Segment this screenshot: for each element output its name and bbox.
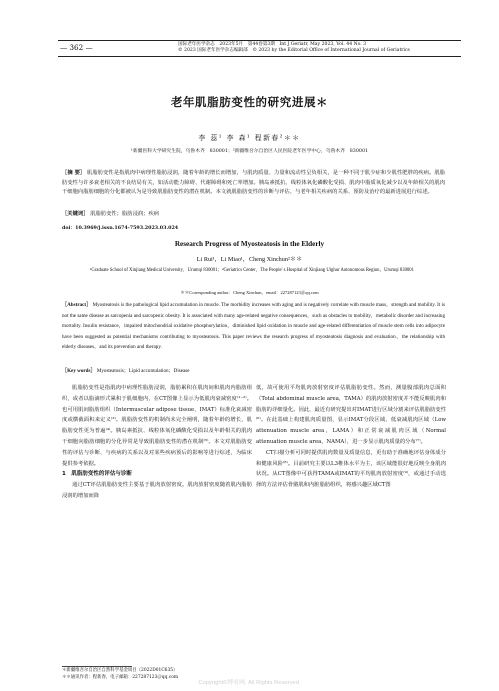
body-paragraph: 低，故可使用平均肌肉放射密度评估肌脂肪变性。然而，测量腹部肌肉总面积（Total abdominal muscle area，TAMA）的肌肉放射密度并不能反映肌肉和脂肪的详细量化。因此，最近有研究提出对IMAT进行区域分割来评估肌脂肪变性⁽⁶⁾。在此基础上构建肌肉质量图，显示IMAT分段区域、低衰减肌肉区域（Low attenuation muscle area，LAMA）和正常衰减肌肉区域（Normal attenuation muscle area，NAMA），进一步显示肌肉质量的分布⁽⁷⁾。 (256, 385, 446, 445)
abstract-cn-label: ［摘 要］ (62, 170, 86, 176)
authors-en: Li Rui¹，Li Miao¹，Cheng Xinchun²＊＊ (196, 256, 303, 263)
keywords-cn-text: 肌脂肪变性；脂肪浸润；疾病 (90, 211, 160, 217)
body-column-left (62, 383, 252, 502)
corresponding-author-en: ＊＊Corresponding author：Cheng Xinchun，email：227287123＠qq.com (180, 290, 319, 295)
keywords-en-label: ［Key words］ (62, 368, 96, 374)
footnote-fund: ＊新疆维吾尔自治区自然科学基金项目（2022D01C635） (62, 668, 178, 673)
article-title-cn: 老年肌脂肪变性的研究进展＊ (170, 95, 329, 109)
body-paragraph: 肌脂肪变性是指肌肉中病理性脂肪浸润，脂肪累积在肌肉间和肌肉内脂肪组织，或者以脂滴形式累积于肌细胞内，在CT图像上显示为低肌肉衰减密度⁽¹⁻²⁾。也可用肌间脂肪组织（Intermuscular adipose tissue，IMAT）标准化衰减密度或横截面积来定义⁽³⁾。肌脂肪变性的机制尚未完全阐明，随着年龄的增长，肌脂肪变性更为普遍⁽⁴⁾。胰岛素抵抗、线粒体氧化磷酸化受损以及年龄相关的肌肉干细胞向脂肪细胞的分化异常是导致肌脂肪变性的潜在机制⁽⁵⁾。本文对肌脂肪变性的评估与诊断、与疾病的关系以及对某些疾病预后的影响等进行综述，为临床提供参考依据。 (62, 385, 252, 467)
affiliation-cn: ¹新疆医科大学研究生院，乌鲁木齐 830001；²新疆维吾尔自治区人民医院老年医学中心，乌鲁木齐 830001 (130, 149, 369, 154)
footnote-corresponding: ＊＊通讯作者：程新春，电子邮箱：227287123＠qq.com (62, 674, 179, 680)
journal-line-2: © 2023 国际老年医学杂志编辑部 © 2023 by the Editorial Office of International Journal of Geriatrics (178, 48, 410, 53)
journal-header (178, 42, 460, 54)
section-heading: 1 肌脂肪变性的评估与诊断 (62, 471, 132, 478)
keywords-en (62, 367, 445, 374)
abstract-en-label: ［Abstract］ (62, 302, 92, 308)
abstract-cn (62, 169, 445, 198)
abstract-en (62, 300, 445, 353)
abstract-cn-text: 肌脂肪变性是指肌肉中病理性脂肪浸润，随着年龄的增长而增加，与肌肉质量、力量和流动性呈负相关，是一种不同于肌少症和少肌性肥胖的疾病。肌脂肪变性与许多衰老相关的不良结局有关，如活动能力障碍、代谢障碍和死亡率增加。胰岛素抵抗、线粒体氧化磷酸化受损、肌肉中脂质氧化减少以及年龄相关的肌肉干细胞向脂肪细胞的分化都被认为是导致肌脂肪变性的潜在机制。本文就肌脂肪变性的诊断与评估、与老年相关疾病的关系、预防及治疗的最新进展进行综述。 (62, 170, 445, 196)
article-title-en: Research Progress of Myosteatosis in the Elderly (174, 240, 325, 248)
keywords-en-text: Myosteatosis；Lipid accumulation；Disease (96, 368, 190, 374)
doi: doi：10.3969/j.issn.1674-7593.2023.03.024 (62, 225, 179, 231)
header-bottom-rule (58, 56, 461, 57)
copyright-watermark: Copyright©博看网. All Rights Reserved. (198, 680, 301, 686)
authors-cn: 李 蕊¹ 李 森¹ 程新春²＊＊ (198, 134, 301, 142)
footnote-rule (62, 666, 132, 667)
keywords-cn (62, 209, 445, 217)
header-top-rule (58, 40, 461, 41)
page-number: — 362 — (60, 43, 93, 52)
journal-line-1: 国际老年医学杂志 2023年5月 第44卷第3期 Int J Geriatr, May 2023, Vol. 44 No. 3 (178, 42, 367, 47)
affiliation-en: ¹Graduate School of Xinjiang Medical University，Urumqi 830001；²Geriatrics Center，The People' s Hospital of Xinjiang Uighur Autonomous Region，Urumqi 830001 (90, 268, 414, 273)
body-column-right (256, 383, 446, 491)
abstract-en-text: Myosteatosis is the pathological lipid accumulation in muscle. The morbidity increases with aging and is negatively correlate with muscle mass，strength and mobility. It is not the same disease as sarcopenia and sarcopenic obesity. It is associated with many age-related negative consequences，such as obstacles to mobility，metabolic disorder and increasing mortality. Insulin resistance，impaired mitochondrial oxidative phosphorylation，diminished lipid oxidation in muscle and age-related differentiation of muscle stem cells into adipocyte have been suggested as potential mechanisms contributing to myosteatosis. This paper reviews the research progress of myosteatosis diagnosis and evaluation，the relationship with elderly diseases，and its prevention and therapy. (62, 302, 445, 351)
body-paragraph: 通过CT评估肌脂肪变性主要基于肌肉放射密度。肌肉放射密度随着肌内脂肪浸润的增加而降 (62, 482, 252, 499)
body-paragraph: CT扫描分析可同时提供肌肉数量及质量信息，更有助于准确地评估身体成分和健康风险⁽⁸⁾。目前研究主要以L3椎体水平为主，该区域能很好地反映全身肌肉状况。从CT图像中可获得TAMA或IMAT的平均肌肉放射密度⁽⁹⁾，或通过手动选择的方法评估骨骼肌和内脏脂肪组织，将感兴趣区域CT图 (256, 449, 446, 489)
keywords-cn-label: ［关键词］ (62, 211, 89, 217)
